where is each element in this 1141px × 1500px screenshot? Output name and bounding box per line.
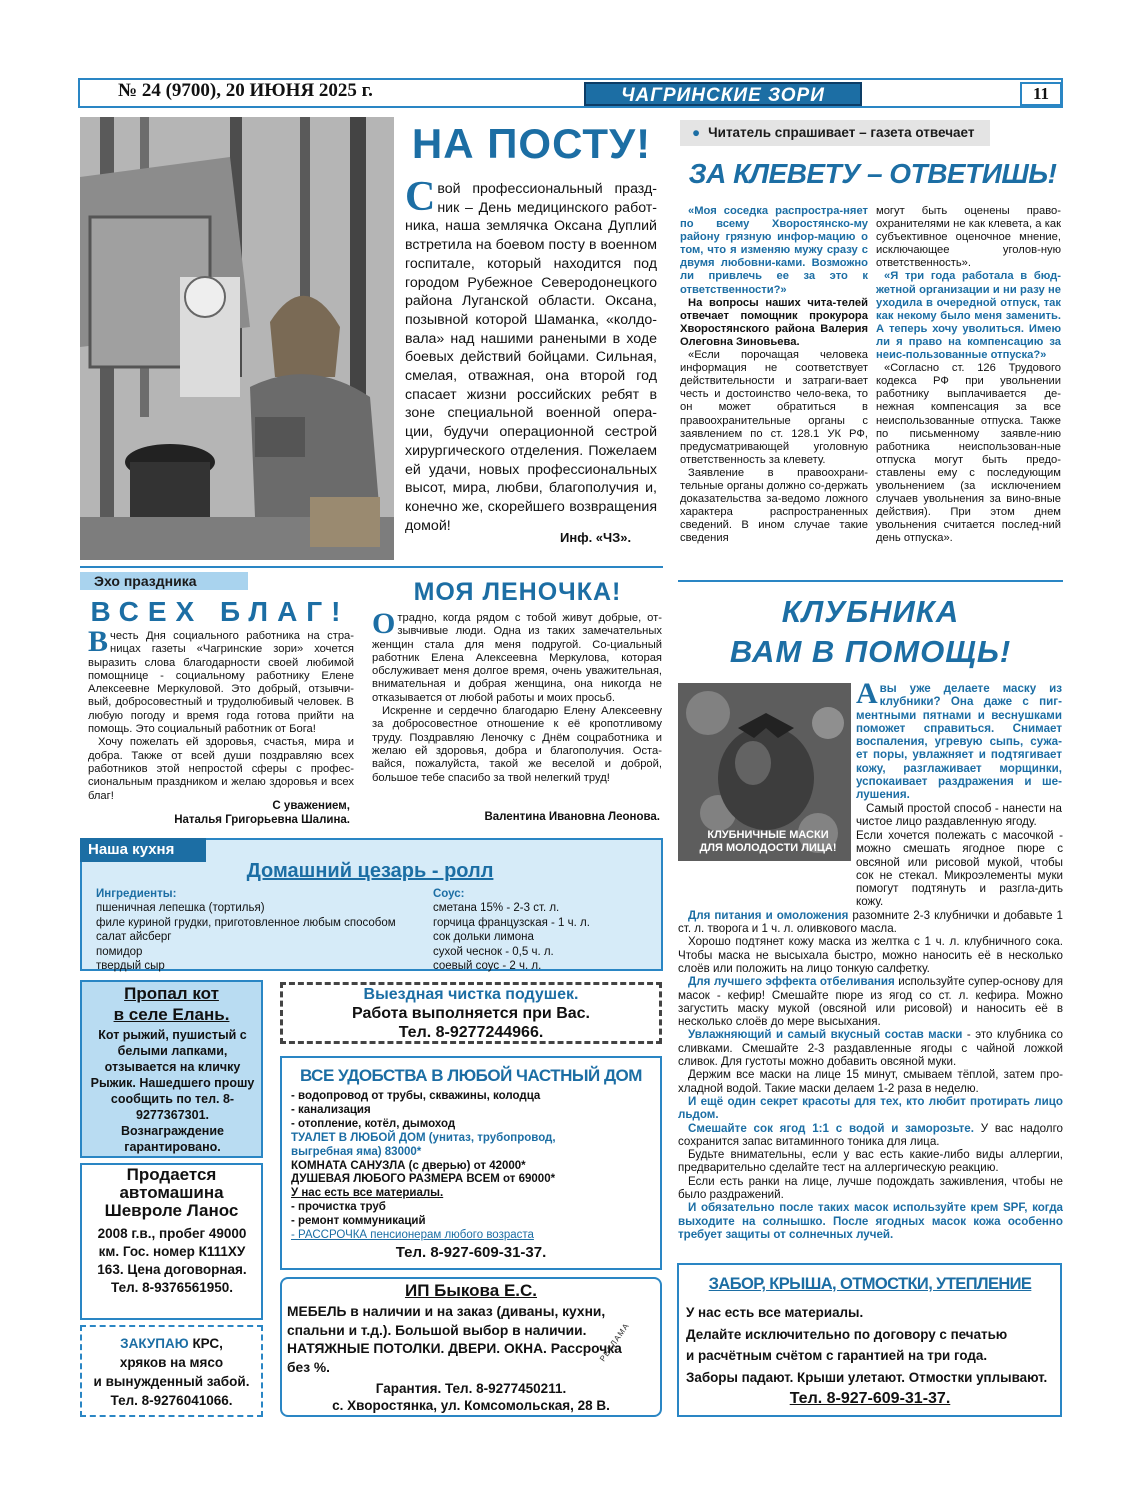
echo-title: ВСЕХ БЛАГ! [90,596,350,627]
ad-cattle-body [84,1334,259,1410]
ad-comfort-title: ВСЕ УДОБСТВА В ЛЮБОЙ ЧАСТНЫЙ ДОМ [300,1066,642,1085]
qa-answer-1a: «Если порочащая человека информация не соответствует действительности и затраги-вает честь и достоинство чело-века, то он может обратиться в правоохранительные органы с заявлением по ст. 128.1 УК РФ, предусматривающей уголовную ответственность за клевету. [680,349,868,466]
echo-sign-2: Наталья Григорьевна Шалина. [174,814,350,826]
ad-car-title: Продается автомашина Шевроле Ланос [104,1165,239,1220]
strawberry-p6-bold: Увлажняющий и самый вкусный состав маски [688,1028,963,1042]
strawberry-title-1: КЛУБНИКА [781,594,960,629]
ad-comfort-t7: - ремонт коммуникаций [291,1215,426,1228]
ad-car-body: 2008 г.в., пробег 49000 км. Гос. номер К111ХУ 163. Цена договорная. Тел. 8-9376561950. [97,1226,247,1295]
ad-cattle-l3: и вынужденный забой. [93,1374,250,1389]
strawberry-p5: используйте супер-основу для масок - кефир! Смешайте пюре из ягод со ст. л. кефира. Можно загустить маску мукой (овсяной или рисовой) и наносить её в несколько слоёв до мере высыхания. [678,975,1063,1029]
ad-comfort-body [291,1090,656,1243]
lenochka-article [372,607,662,785]
ingredient-item: пшеничная лепешка (тортилья) [96,902,265,915]
ingredient-item: твердый сыр [96,960,165,973]
ad-fence-l3: и расчётным счётом с гарантией на три года. [686,1348,988,1363]
qa-question-2: «Я три года работала в бюд-жетной организации и ни разу не уходила в очередной отпуск, так как некому было меня заменить. А теперь хочу уволиться. Имею ли я право на компенсацию за неис-пользованные отпуска?» [876,270,1061,362]
ad-comfort-t2: выгребная яма) 83000* [291,1145,422,1158]
ad-furniture-l2: с. Хворостянка, ул. Комсомольская, 28 В. [332,1398,610,1413]
lenochka-p2: Искренне и сердечно благодарю Елену Алексеевну за добросовестное отношение к её кропотливому труду. Поздравляю Леночку с Днём соцработника и желаю ей здоровья, добра и благополучия. Оста-вайся, пожалуйста, такой же веселой и доброй, большое тебе спасибо за твой нелегкий труд! [372,705,662,784]
ad-cat-title [84,983,259,1025]
sauce-item: сметана 15% - 2-3 ст. л. [433,902,560,915]
ad-cat-title-1: Пропал кот [124,984,219,1003]
lenochka-dropcap: О [372,607,396,640]
ingredient-item: помидор [96,945,143,958]
ad-comfort-t3: КОМНАТА САНУЗЛА (с дверью) от 42000* [291,1159,526,1172]
strawberry-p5-bold: Для лучшего эффекта отбеливания [688,975,895,989]
ad-fence-body [686,1302,1058,1388]
strawberry-dropcap: А [856,677,878,710]
ad-fence-l2: Делайте исключительно по договору с печатью [686,1326,1008,1342]
image-caption-1: КЛУБНИЧНЫЕ МАСКИ [707,829,829,841]
kitchen-ingredients [96,887,426,973]
strawberry-p1: Самый простой способ - нанести на чистое лицо раздавленную ягоду. [856,801,1062,828]
strawberry-p6: - это клубника со сливками. Смешайте 2-3 раздавленные ягоды с чайной ложкой сливок. Для густоты можно добавить овсяной муки. [678,1028,1063,1069]
ad-pillows-l2: Работа выполняется при Вас. [351,1005,590,1022]
post-article [405,174,657,535]
ad-furniture-l1: Гарантия. Тел. 8-9277450211. [375,1381,567,1396]
qa-rubric-label: Читатель спрашивает – газета отвечает [708,125,975,140]
ad-pillows-l3: Тел. 8-9277244966. [398,1024,544,1041]
ad-pillows-body [285,985,657,1042]
sauce-item: горчица французская - 1 ч. л. [433,916,590,929]
strawberry-title [678,592,1063,672]
ingredient-item: салат айсберг [96,931,172,944]
strawberry-p12: И обязательно после таких масок используйте крем SPF, когда выходите на солнышко. После ягодных масок кожа особенно требует защиты от солнечных лучей. [678,1201,1063,1241]
sauce-label: Соус: [433,888,465,900]
post-dropcap: С [405,174,436,220]
divider [678,580,1063,582]
ad-cattle-l4: Тел. 8-9276041066. [110,1393,233,1408]
post-sign: Инф. «ЧЗ». [560,530,632,545]
post-body: вой профессиональный празд-ник – День медицинского работ-ника, наша землячка Оксана Дуплий встретила на боевом посту в военном госпитале, который находится под городом Рубежное Северодонецкого района Луганской области. Оксана, позывной которой Шаманка, «колдо-вала» над нашими ранеными в ходе боевых действий бойцами. Сильная, смелая, отважная, она второй год спасает жизни российских ребят в зоне специальной военной опера-ции, будучи операционной сестрой хирургического отделения. Пожелаем ей удачи, новых профессиональных высот, мира, любви, благополучия и, конечно же, скорейшего возвращения домой! [405,181,657,534]
ad-cat-body: Кот рыжий, пушистый с белыми лапками, отзывается на кличку Рыжик. Нашедшего прошу сообщить по тел. 8-9277367301. Вознаграждение гарантировано. [90,1028,255,1154]
issue-number: № 24 (9700), 20 ИЮНЯ 2025 г. [118,80,373,101]
strawberry-p4: Хорошо подтянет кожу маска из желтка с 1 ч. л. клубничного сока. Чтобы маска не высыхала быстро, можно наносить её в несколько слоёв или положить на лицо тонкую салфетку. [678,935,1063,975]
strawberry-p11: Если есть ранки на лице, лучше подождать заживления, чтобы не было раздражений. [678,1174,1063,1202]
echo-signature [88,799,350,827]
qa-question-1: «Моя соседка распростра-няет по всему Хворостянско-му району грязную инфор-мацию о том, что я изменяю мужу сразу с двумя любовни-ками. Возможно ли привлечь ее за это к ответственности?» [680,205,868,296]
newspaper-logo: ЧАГРИНСКИЕ ЗОРИ [584,82,862,106]
ad-cattle-l2: хряков на мясо [119,1355,224,1370]
echo-p2: Хочу пожелать ей здоровья, счастья, мира и добра. Также от всей души поздравляю всех работников этой непростой сферы с профес-сиональным праздником и желаю здоровья и всех благ! [88,736,354,802]
ingredients-label: Ингредиенты: [96,888,177,900]
ad-fence-l4: Заборы падают. Крыши улетают. Отмостки уплывают. [686,1369,1048,1385]
sauce-item: сок дольки лимона [433,931,534,944]
echo-p1: честь Дня социального работника на стра-ницах газеты «Чагринские зори» хочется выразить слова благодарности своей любимой помощнице - социальному работнику Елене Алексеевне Меркуловой. Это добрый, отзывчи-вый, добросовестный и трудолюбивый человек. В любую погоду и время года готова прийти на помощь. Это социальный работник от Бога! [88,630,354,736]
ad-comfort-t4: ДУШЕВАЯ ЛЮБОГО РАЗМЕРА ВСЕМ от 69000* [291,1173,556,1186]
ad-cattle-l1: КРС, [188,1336,223,1351]
strawberry-body [678,829,1063,1241]
ad-cattle-bold: ЗАКУПАЮ [120,1336,189,1351]
nurse-photo [80,117,394,560]
lenochka-title: МОЯ ЛЕНОЧКА! [413,578,622,606]
divider [80,566,663,568]
strawberry-intro [856,677,1062,828]
post-title: НА ПОСТУ! [411,120,652,167]
ad-comfort-phone: Тел. 8-927-609-31-37. [395,1244,547,1261]
echo-rubric: Эхо праздника [80,572,248,590]
qa-col2 [876,205,1061,545]
echo-article [88,625,354,803]
ingredient-item: филе куриной грудки, приготовленное любым способом [96,916,396,929]
strawberry-p10: Будьте внимательны, если у вас есть какие-либо виды аллергии, предварительно сделайте тест на аллергическую реакцию. [678,1148,1063,1175]
ad-furniture-body: МЕБЕЛЬ в наличии и на заказ (диваны, кухни, спальни и т.д.). Большой выбор в наличии. НАТЯЖНЫЕ ПОТОЛКИ. ДВЕРИ. ОКНА. Рассрочка без %. [287,1304,622,1375]
ad-comfort-item: - канализация [291,1103,371,1116]
qa-answer-1c: могут быть оценены право-охранителями не как клевета, а как субъективное оценочное мнение, исключающее уголов-ную ответственность». [876,205,1061,270]
ad-furniture-title: ИП Быкова Е.С. [404,1281,538,1300]
qa-answer-1b: Заявление в правоохрани-тельные органы должно со-держать доказательства за-ведомо ложного характера распространенных сведений. В ином случае такие сведения [680,466,868,545]
qa-rubric: ● Читатель спрашивает – газета отвечает [680,120,990,146]
strawberry-p9-bold: Смешайте сок ягод 1:1 с водой и заморозьте. [688,1121,974,1135]
page-number: 11 [1020,82,1062,106]
ad-comfort-item: - отопление, котёл, дымоход [291,1117,456,1130]
ad-pillows-l1: Выездная чистка подушек. [363,986,579,1003]
ad-comfort-t8: - РАССРОЧКА пенсионерам любого возраста [291,1229,534,1242]
sauce-item: соевый соус - 2 ч. л. [433,960,542,973]
ad-fence-phone: Тел. 8-927-609-31-37. [789,1390,951,1407]
strawberry-p9: У вас надолго сохранится запас витаминного тоника для лица. [678,1121,1063,1148]
echo-dropcap: В [88,625,109,658]
lenochka-sign: Валентина Ивановна Леонова. [484,811,660,823]
strawberry-p3-bold: Для питания и омоложения [688,908,849,922]
ad-comfort-item: - водопровод от трубы, скважины, колодца [291,1090,541,1102]
ad-cat-title-2: в селе Елань. [113,1005,230,1024]
strawberry-p3: разомните 2-3 клубнички и добавьте 1 ст. л. творога и 1 ч. л. оливкового масла. [678,908,1063,936]
strawberry-intro-text: вы уже делаете маску из клубники? Она даже с пиг-ментными пятнами и веснушками поможет справиться. Снимает воспаления, угревую сыпь, сужа-ет поры, увлажняет и подтягивает кожу, разглаживает морщинки, успокаивает раздражения и ше-лушения. [856,682,1062,802]
qa-title: ЗА КЛЕВЕТУ – ОТВЕТИШЬ! [688,158,1057,189]
echo-sign-1: С уважением, [272,800,350,812]
qa-col1 [680,205,868,545]
ad-comfort-t5: У нас есть все материалы. [291,1187,444,1200]
image-caption-2: ДЛЯ МОЛОДОСТИ ЛИЦА! [699,842,837,854]
strawberry-p2: Если хочется полежать с масочкой - можно смешать ягодное пюре с овсяной или рисовой мукой, чтобы сок не стекал. Микроэлементы муки помогут подтянуть и разгла-дить кожу. [856,829,1063,909]
kitchen-rubric: Наша кухня [80,838,206,862]
strawberry-title-2: ВАМ В ПОМОЩЬ! [729,634,1012,669]
ad-fence-l1: У нас есть все материалы. [686,1305,864,1320]
ad-comfort-t6: - прочистка труб [291,1201,386,1214]
strawberry-p8: И ещё один секрет красоты для тех, кто любит протирать лицо льдом. [678,1094,1063,1122]
strawberry-p7: Держим все маски на лице 15 минут, смываем тёплой, затем про-хладной водой. Такие маски делаем 1-2 раза в неделю. [678,1068,1063,1095]
kitchen-title: Домашний цезарь - ролл [246,860,494,882]
ad-furniture-footer [284,1380,658,1414]
qa-answer-2: «Согласно ст. 126 Трудового кодекса РФ при увольнении работнику выплачивается де-нежная компенсация за все неиспользованные отпуска. Также по письменному заявле-нию работника неиспользован-ные отпуска могут быть предо-ставлены ему с последующим увольнением (за исключением случаев увольнения за вино-вные действия). При этом днем увольнения считается послед-ний день отпуска». [876,362,1061,545]
qa-intro: На вопросы наших чита-телей отвечает помощник прокурора Хворостянского района Валерия Олеговна Зиновьева. [680,296,868,348]
kitchen-sauce [433,887,653,973]
ad-fence-title: ЗАБОР, КРЫША, ОТМОСТКИ, УТЕПЛЕНИЕ [708,1275,1032,1293]
sauce-item: сухой чеснок - 0,5 ч. л. [433,945,554,958]
ad-stamp: РЕКЛАМА [598,1321,632,1364]
ad-comfort-t1: ТУАЛЕТ В ЛЮБОЙ ДОМ (унитаз, трубопровод, [291,1131,556,1144]
lenochka-p1: традно, когда рядом с тобой живут добрые, от-зывчивые люди. Одна из таких замечательных женщин стала для меня подругой. Со-циальный работник Елена Алексеевна Меркулова, которая обслуживает меня долгое время, очень уважительная, внимательная и добрая женщина, она никогда не отказывается от любой работы и моих просьб. [372,612,662,704]
